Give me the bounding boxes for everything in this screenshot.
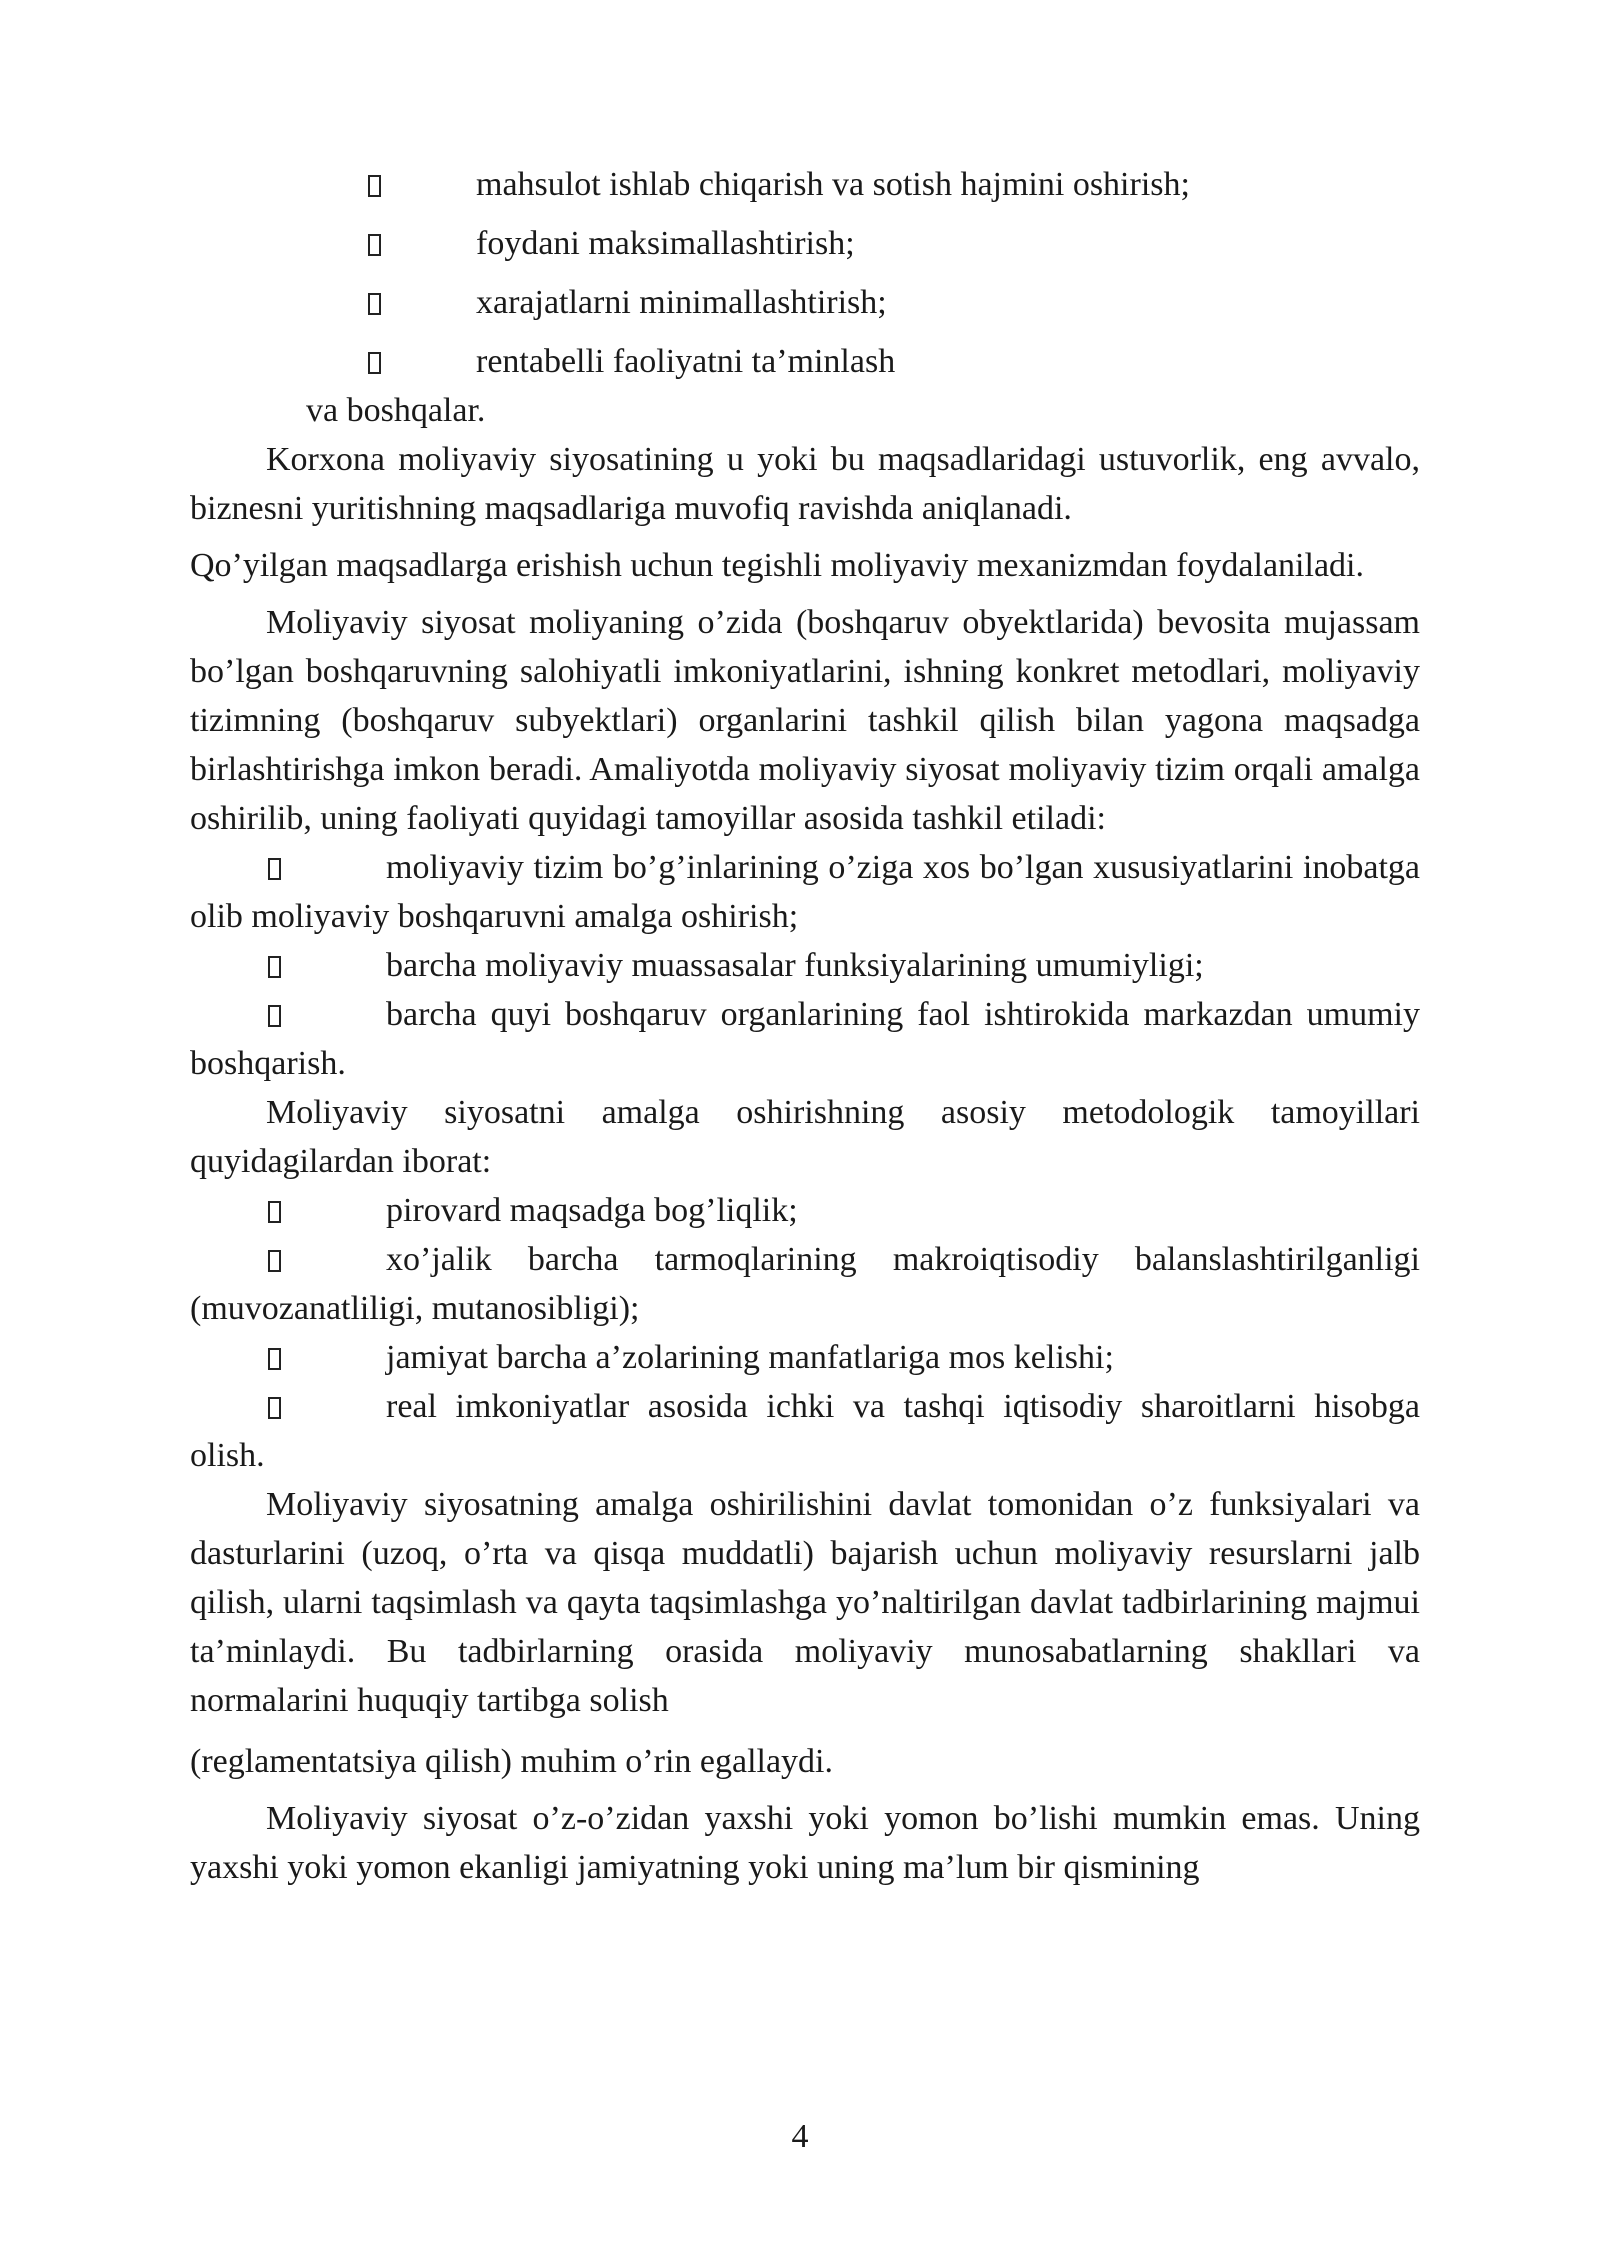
list-item xyxy=(190,990,1420,1088)
bullet-icon xyxy=(368,352,381,374)
bullet-icon xyxy=(368,293,381,315)
list-item xyxy=(190,219,1420,268)
list-item xyxy=(190,160,1420,209)
list-item xyxy=(190,1186,1420,1235)
paragraph: Korxona moliyaviy siyosatining u yoki bu maqsadlaridagi ustuvorlik, eng avvalo, biznesni yuritishning maqsadlariga muvofiq ravishda aniqlanadi. xyxy=(190,441,1420,527)
paragraph: Moliyaviy siyosat o’z-o’zidan yaxshi yoki yomon bo’lishi mumkin emas. Uning yaxshi yoki yomon ekanligi jamiyatning yoki uning ma’lum bir qismining xyxy=(190,1800,1420,1886)
paragraph: Qo’yilgan maqsadlarga erishish uchun tegishli moliyaviy mexanizmdan foydalaniladi. xyxy=(190,547,1364,584)
paragraph: Moliyaviy siyosat moliyaning o’zida (boshqaruv obyektlarida) bevosita mujassam bo’lgan boshqaruvning salohiyatli imkoniyatlarini, ishning konkret metodlari, moliyaviy tizimning (boshqaruv subyektlari) organlarini tashkil qilish bilan yagona maqsadga birlashtirishga imkon beradi. Amaliyotda moliyaviy siyosat moliyaviy tizim orqali amalga oshirilib, uning faoliyati quyidagi tamoyillar asosida tashkil etiladi: xyxy=(190,604,1420,837)
list-item-text: xarajatlarni minimallashtirish; xyxy=(476,284,887,321)
bullet-icon xyxy=(268,1005,281,1027)
paragraph: Moliyaviy siyosatning amalga oshirilishini davlat tomonidan o’z funksiyalari va dasturlarini (uzoq, o’rta va qisqa muddatli) bajarish uchun moliyaviy resurslarni jalb qilish, ularni taqsimlash va qayta taqsimlashga yo’naltirilgan davlat tadbirlarining majmui ta’minlaydi. Bu tadbirlarning orasida moliyaviy munosabatlarning shakllari va normalarini huquqiy tartibga solish xyxy=(190,1486,1420,1719)
list-item-text: barcha quyi boshqaruv organlarining faol ishtirokida markazdan umumiy boshqarish. xyxy=(190,996,1420,1082)
list-item-text: mahsulot ishlab chiqarish va sotish hajmini oshirish; xyxy=(476,166,1190,203)
list-item-text: barcha moliyaviy muassasalar funksiyalarining umumiyligi; xyxy=(386,947,1204,984)
document-page xyxy=(190,160,1420,1892)
bullet-icon xyxy=(268,858,281,880)
bullet-icon xyxy=(368,234,381,256)
list-item xyxy=(190,1235,1420,1333)
list-item-text: jamiyat barcha a’zolarining manfatlariga mos kelishi; xyxy=(386,1339,1114,1376)
list-item xyxy=(190,941,1420,990)
paragraph: Moliyaviy siyosatni amalga oshirishning asosiy metodologik tamoyillari quyidagilardan iborat: xyxy=(190,1094,1420,1180)
list-item xyxy=(190,278,1420,327)
list-item-text: real imkoniyatlar asosida ichki va tashqi iqtisodiy sharoitlarni hisobga olish. xyxy=(190,1388,1420,1474)
list-item-text: xo’jalik barcha tarmoqlarining makroiqtisodiy balanslashtirilganligi (muvozanatliligi, mutanosibligi); xyxy=(190,1241,1420,1327)
bullet-icon xyxy=(368,175,381,197)
list-item-text: moliyaviy tizim bo’g’inlarining o’ziga xos bo’lgan xususiyatlarini inobatga olib moliyaviy boshqaruvni amalga oshirish; xyxy=(190,849,1420,935)
list-item xyxy=(190,1333,1420,1382)
bullet-icon xyxy=(268,1397,281,1419)
list-item xyxy=(190,337,1420,386)
list-item xyxy=(190,843,1420,941)
bullet-icon xyxy=(268,1250,281,1272)
bullet-icon xyxy=(268,1201,281,1223)
list-item xyxy=(190,1382,1420,1480)
bullet-icon xyxy=(268,956,281,978)
page-number: 4 xyxy=(791,2118,809,2155)
list-item-text: foydani maksimallashtirish; xyxy=(476,225,855,262)
list-item-text: pirovard maqsadga bog’liqlik; xyxy=(386,1192,798,1229)
list-tail-text: va boshqalar. xyxy=(306,392,486,429)
list-item-text: rentabelli faoliyatni ta’minlash xyxy=(476,343,896,380)
paragraph-continuation: (reglamentatsiya qilish) muhim o’rin egallaydi. xyxy=(190,1743,833,1780)
bullet-icon xyxy=(268,1348,281,1370)
